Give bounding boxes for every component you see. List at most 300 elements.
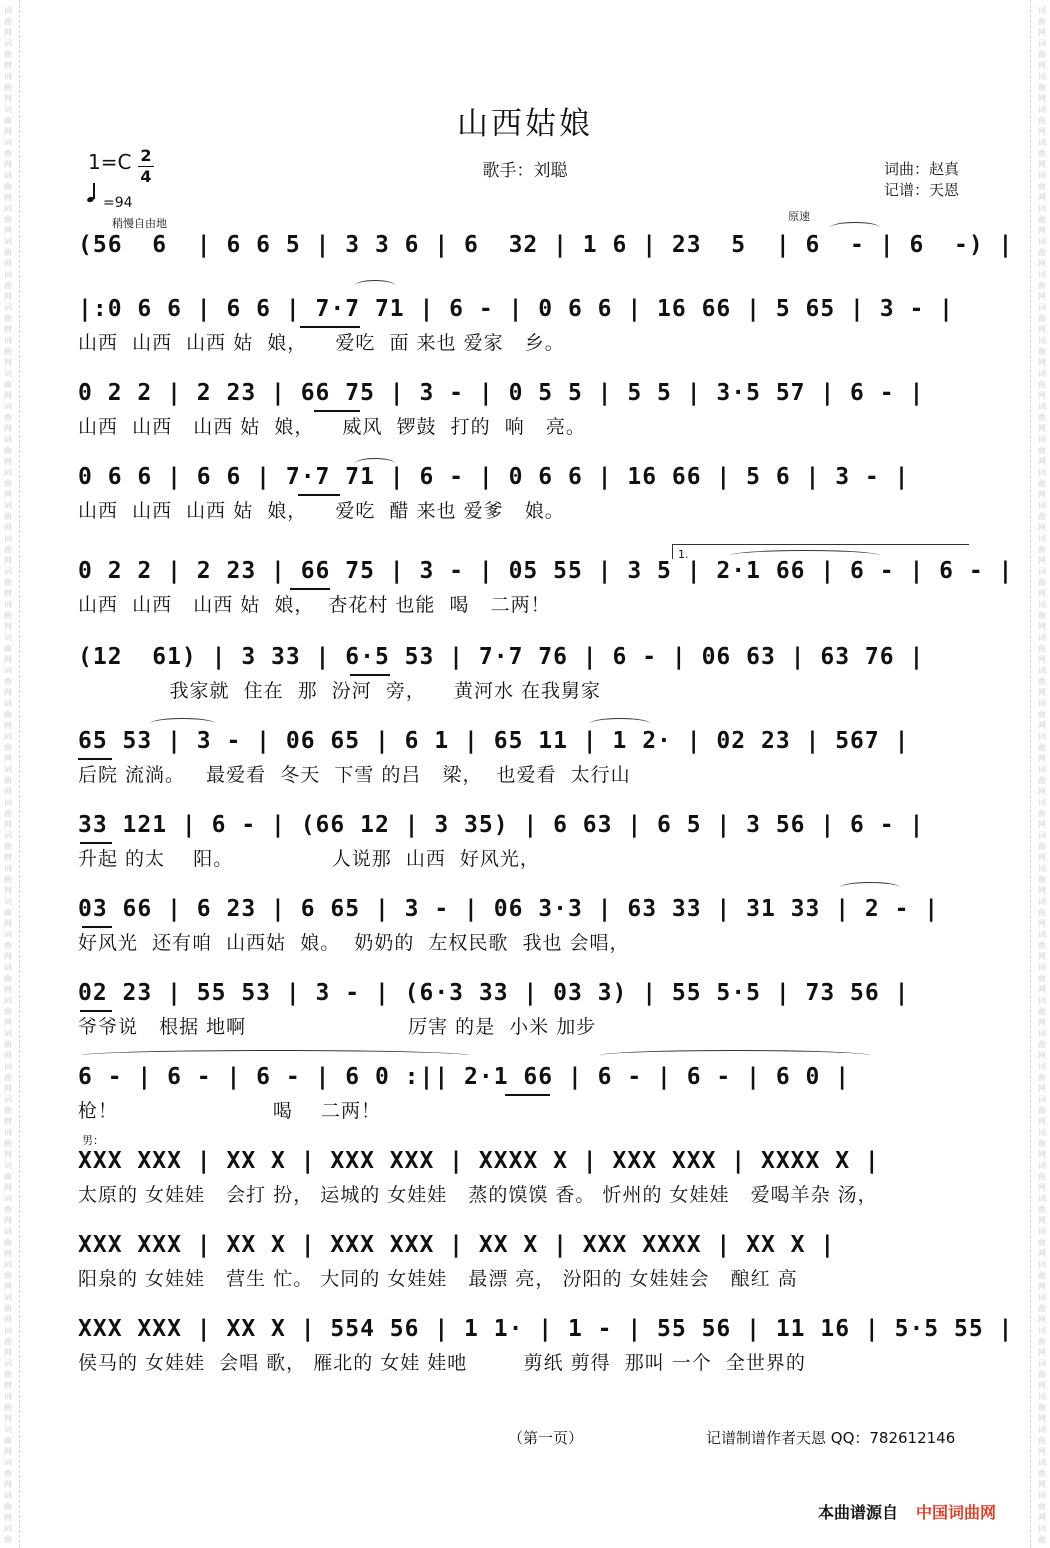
watermark-glyph: 曲 (1038, 446, 1046, 455)
watermark-glyph: 曲 (1038, 314, 1046, 323)
watermark-glyph: 词 (1038, 336, 1046, 345)
watermark-glyph: 网 (1038, 1414, 1046, 1423)
pace-change: 原速 (788, 210, 810, 223)
watermark-glyph: 词 (1038, 963, 1046, 972)
watermark-glyph: 曲 (1038, 1073, 1046, 1082)
watermark-glyph: 网 (4, 1150, 12, 1159)
right-watermark-strip (1036, 0, 1048, 1548)
watermark-glyph: 曲 (1038, 1403, 1046, 1412)
watermark-glyph: 网 (4, 1018, 12, 1027)
watermark-glyph: 网 (4, 226, 12, 235)
watermark-glyph: 词 (1038, 765, 1046, 774)
lyric-row: 好风光 还有咱 山西姑 娘。 奶奶的 左权民歌 我也 会唱， (78, 932, 630, 954)
lyric-row: 山西 山西 山西 姑 娘， 杏花村 也能 喝 二两！ (78, 594, 551, 616)
watermark-glyph: 词 (1038, 1194, 1046, 1203)
watermark-glyph: 词 (4, 1062, 12, 1071)
watermark-glyph: 网 (4, 1348, 12, 1357)
watermark-glyph: 词 (4, 6, 12, 15)
watermark-glyph: 曲 (1038, 677, 1046, 686)
watermark-glyph: 网 (1038, 160, 1046, 169)
watermark-glyph: 曲 (1038, 842, 1046, 851)
watermark-glyph: 网 (4, 1315, 12, 1324)
watermark-glyph: 词 (1038, 204, 1046, 213)
watermark-glyph: 词 (4, 171, 12, 180)
watermark-glyph: 网 (1038, 853, 1046, 862)
watermark-glyph: 词 (4, 1128, 12, 1137)
watermark-glyph: 曲 (1038, 347, 1046, 356)
watermark-glyph: 词 (1038, 864, 1046, 873)
watermark-glyph: 曲 (1038, 1040, 1046, 1049)
lyricist-credit: 词曲：赵真 (884, 160, 960, 178)
tie-arc (80, 1050, 470, 1061)
watermark-glyph: 词 (4, 633, 12, 642)
beam-line (290, 588, 330, 590)
watermark-glyph: 网 (1038, 985, 1046, 994)
watermark-glyph: 词 (4, 1194, 12, 1203)
watermark-glyph: 网 (1038, 655, 1046, 664)
lyric-row: 太原的 女娃娃 会打 扮， 运城的 女娃娃 蒸的馍馍 香。 忻州的 女娃娃 爱喝羊杂 汤， (78, 1184, 878, 1206)
watermark-glyph: 曲 (4, 908, 12, 917)
watermark-glyph: 网 (4, 820, 12, 829)
watermark-glyph: 网 (4, 622, 12, 631)
watermark-glyph: 曲 (1038, 1502, 1046, 1511)
watermark-glyph: 词 (4, 369, 12, 378)
watermark-glyph: 网 (4, 1414, 12, 1423)
watermark-glyph: 网 (1038, 589, 1046, 598)
watermark-glyph: 网 (1038, 325, 1046, 334)
watermark-glyph: 词 (1038, 567, 1046, 576)
watermark-glyph: 曲 (1038, 1271, 1046, 1280)
watermark-glyph: 词 (1038, 468, 1046, 477)
notation-text: 6 - | 6 - | 6 - | 6 0 :|| 2·1 66 | 6 - | 6 - | 6 0 | (78, 1064, 851, 1090)
watermark-glyph: 曲 (1038, 1436, 1046, 1445)
watermark-glyph: 网 (1038, 226, 1046, 235)
watermark-glyph: 词 (1038, 369, 1046, 378)
watermark-glyph: 词 (1038, 303, 1046, 312)
watermark-glyph: 曲 (4, 809, 12, 818)
watermark-glyph: 词 (1038, 1359, 1046, 1368)
watermark-glyph: 词 (1038, 1458, 1046, 1467)
watermark-glyph: 网 (1038, 622, 1046, 631)
tie-arc (600, 1050, 870, 1061)
time-denominator: 4 (140, 167, 152, 186)
watermark-glyph: 词 (4, 798, 12, 807)
watermark-glyph: 曲 (1038, 248, 1046, 257)
watermark-glyph: 词 (4, 864, 12, 873)
watermark-glyph: 曲 (4, 1370, 12, 1379)
watermark-glyph: 词 (4, 39, 12, 48)
watermark-glyph: 曲 (4, 611, 12, 620)
watermark-glyph: 词 (1038, 1491, 1046, 1500)
watermark-glyph: 曲 (4, 149, 12, 158)
watermark-glyph: 网 (1038, 1249, 1046, 1258)
tie-arc (590, 718, 650, 729)
tie-arc (150, 718, 215, 729)
watermark-glyph: 曲 (1038, 908, 1046, 917)
watermark-glyph: 曲 (4, 1238, 12, 1247)
watermark-glyph: 曲 (4, 1535, 12, 1544)
watermark-glyph: 词 (4, 732, 12, 741)
watermark-glyph: 词 (1038, 1293, 1046, 1302)
watermark-glyph: 词 (4, 1326, 12, 1335)
watermark-glyph: 曲 (1038, 17, 1046, 26)
watermark-glyph: 网 (1038, 1282, 1046, 1291)
watermark-glyph: 曲 (4, 1403, 12, 1412)
watermark-glyph: 曲 (4, 710, 12, 719)
beam-line (80, 842, 112, 844)
watermark-glyph: 网 (4, 490, 12, 499)
watermark-glyph: 网 (1038, 1084, 1046, 1093)
watermark-glyph: 曲 (4, 347, 12, 356)
watermark-glyph: 词 (1038, 600, 1046, 609)
watermark-glyph: 词 (1038, 105, 1046, 114)
watermark-glyph: 网 (4, 886, 12, 895)
watermark-glyph: 词 (4, 1161, 12, 1170)
watermark-glyph: 词 (1038, 897, 1046, 906)
source-text: 本曲谱源自 (818, 1503, 899, 1522)
notation-text: 33 121 | 6 - | (66 12 | 3 35) | 6 63 | 6 5 | 3 56 | 6 - | (78, 812, 925, 838)
notation-text: 65 53 | 3 - | 06 65 | 6 1 | 65 11 | 1 2· | 02 23 | 567 | (78, 728, 910, 754)
watermark-glyph: 网 (1038, 820, 1046, 829)
watermark-glyph: 词 (4, 1458, 12, 1467)
watermark-glyph: 词 (4, 501, 12, 510)
watermark-glyph: 曲 (4, 1502, 12, 1511)
watermark-glyph: 曲 (1038, 1337, 1046, 1346)
watermark-glyph: 词 (4, 765, 12, 774)
watermark-glyph: 词 (1038, 39, 1046, 48)
watermark-glyph: 词 (4, 567, 12, 576)
watermark-glyph: 网 (1038, 259, 1046, 268)
watermark-glyph: 网 (1038, 1183, 1046, 1192)
beam-line (80, 1010, 112, 1012)
watermark-glyph: 曲 (1038, 1007, 1046, 1016)
watermark-glyph: 网 (4, 1513, 12, 1522)
watermark-glyph: 网 (1038, 424, 1046, 433)
watermark-glyph: 曲 (4, 875, 12, 884)
tempo-hint: 稍慢自由地 (112, 217, 167, 230)
lyric-row: 升起 的太 阳。 人说那 山西 好风光， (78, 848, 540, 870)
watermark-glyph: 网 (1038, 28, 1046, 37)
lyric-row: 侯马的 女娃娃 会唱 歌， 雁北的 女娃 娃吔 剪纸 剪得 那叫 一个 全世界的 (78, 1352, 806, 1374)
watermark-glyph: 曲 (1038, 182, 1046, 191)
watermark-glyph: 网 (4, 424, 12, 433)
watermark-glyph: 词 (1038, 732, 1046, 741)
watermark-glyph: 网 (1038, 457, 1046, 466)
watermark-glyph: 曲 (4, 248, 12, 257)
watermark-glyph: 曲 (4, 413, 12, 422)
watermark-glyph: 曲 (4, 182, 12, 191)
watermark-glyph: 词 (1038, 1161, 1046, 1170)
watermark-glyph: 词 (4, 1524, 12, 1533)
watermark-glyph: 网 (1038, 523, 1046, 532)
watermark-glyph: 网 (1038, 127, 1046, 136)
watermark-glyph: 曲 (4, 1469, 12, 1478)
watermark-glyph: 词 (4, 1260, 12, 1269)
watermark-glyph: 网 (1038, 688, 1046, 697)
watermark-glyph: 词 (1038, 1326, 1046, 1335)
watermark-glyph: 网 (1038, 391, 1046, 400)
quarter-note-stem (93, 183, 95, 199)
watermark-glyph: 曲 (1038, 578, 1046, 587)
watermark-glyph: 曲 (1038, 1205, 1046, 1214)
watermark-glyph: 网 (4, 127, 12, 136)
watermark-glyph: 网 (4, 1051, 12, 1060)
lyric-row: 后院 流淌。 最爱看 冬天 下雪 的吕 梁， 也爱看 太行山 (78, 764, 631, 786)
watermark-glyph: 曲 (1038, 1304, 1046, 1313)
watermark-glyph: 曲 (4, 1139, 12, 1148)
watermark-glyph: 曲 (1038, 479, 1046, 488)
watermark-glyph: 词 (4, 270, 12, 279)
watermark-glyph: 网 (1038, 919, 1046, 928)
beam-line (314, 410, 360, 412)
watermark-glyph: 网 (1038, 1150, 1046, 1159)
watermark-glyph: 词 (4, 1029, 12, 1038)
watermark-glyph: 词 (4, 1425, 12, 1434)
watermark-glyph: 词 (1038, 798, 1046, 807)
lyric-row: 山西 山西 山西 姑 娘， 威风 锣鼓 打的 响 亮。 (78, 416, 586, 438)
watermark-glyph: 词 (1038, 633, 1046, 642)
watermark-glyph: 词 (1038, 1095, 1046, 1104)
watermark-glyph: 网 (4, 61, 12, 70)
watermark-glyph: 曲 (1038, 1139, 1046, 1148)
watermark-glyph: 曲 (4, 842, 12, 851)
watermark-glyph: 词 (1038, 1227, 1046, 1236)
watermark-glyph: 词 (1038, 501, 1046, 510)
watermark-glyph: 曲 (1038, 875, 1046, 884)
watermark-glyph: 网 (1038, 358, 1046, 367)
watermark-glyph: 网 (4, 853, 12, 862)
watermark-glyph: 网 (4, 325, 12, 334)
watermark-glyph: 词 (1038, 1260, 1046, 1269)
watermark-glyph: 词 (4, 831, 12, 840)
watermark-glyph: 网 (4, 1480, 12, 1489)
watermark-glyph: 曲 (1038, 545, 1046, 554)
watermark-glyph: 曲 (4, 1106, 12, 1115)
watermark-glyph: 曲 (4, 1304, 12, 1313)
watermark-glyph: 词 (4, 435, 12, 444)
watermark-glyph: 网 (1038, 754, 1046, 763)
watermark-glyph: 词 (1038, 72, 1046, 81)
watermark-glyph: 曲 (4, 578, 12, 587)
watermark-glyph: 词 (4, 1359, 12, 1368)
watermark-glyph: 词 (1038, 237, 1046, 246)
watermark-glyph: 曲 (4, 116, 12, 125)
watermark-glyph: 网 (1038, 1051, 1046, 1060)
watermark-glyph: 词 (1038, 138, 1046, 147)
watermark-glyph: 网 (4, 1249, 12, 1258)
watermark-glyph: 词 (4, 72, 12, 81)
watermark-glyph: 曲 (1038, 743, 1046, 752)
notation-text: XXX XXX | XX X | 554 56 | 1 1· | 1 - | 55 56 | 11 16 | 5·5 55 | (78, 1316, 1014, 1342)
watermark-glyph: 曲 (1038, 776, 1046, 785)
notation-text: (12 61) | 3 33 | 6·5 53 | 7·7 76 | 6 - | 06 63 | 63 76 | (78, 644, 925, 670)
watermark-glyph: 曲 (1038, 1172, 1046, 1181)
watermark-glyph: 词 (4, 468, 12, 477)
watermark-glyph: 词 (1038, 831, 1046, 840)
watermark-glyph: 曲 (1038, 413, 1046, 422)
watermark-glyph: 网 (4, 292, 12, 301)
watermark-glyph: 词 (4, 204, 12, 213)
male-label: 男： (82, 1134, 104, 1147)
watermark-glyph: 曲 (1038, 83, 1046, 92)
watermark-glyph: 曲 (1038, 512, 1046, 521)
watermark-glyph: 网 (4, 655, 12, 664)
watermark-glyph: 网 (4, 1117, 12, 1126)
watermark-glyph: 曲 (1038, 809, 1046, 818)
watermark-glyph: 词 (1038, 1392, 1046, 1401)
notation-text: XXX XXX | XX X | XXX XXX | XX X | XXX XXXX | XX X | (78, 1232, 836, 1258)
watermark-glyph: 网 (4, 754, 12, 763)
watermark-glyph: 网 (1038, 721, 1046, 730)
watermark-glyph: 网 (4, 523, 12, 532)
watermark-glyph: 曲 (4, 215, 12, 224)
beam-line (314, 326, 360, 328)
watermark-glyph: 网 (4, 589, 12, 598)
watermark-glyph: 词 (4, 1293, 12, 1302)
tie-arc (730, 550, 880, 561)
watermark-glyph: 曲 (4, 512, 12, 521)
watermark-glyph: 词 (4, 897, 12, 906)
tie-arc (830, 222, 880, 233)
watermark-glyph: 词 (4, 1491, 12, 1500)
volta-label: 1. (678, 548, 689, 561)
watermark-glyph: 词 (4, 666, 12, 675)
watermark-glyph: 网 (1038, 1513, 1046, 1522)
watermark-glyph: 曲 (1038, 380, 1046, 389)
watermark-glyph: 曲 (4, 677, 12, 686)
watermark-glyph: 曲 (1038, 281, 1046, 290)
watermark-glyph: 网 (4, 457, 12, 466)
watermark-glyph: 网 (4, 358, 12, 367)
watermark-glyph: 词 (1038, 1425, 1046, 1434)
watermark-glyph: 词 (1038, 699, 1046, 708)
watermark-glyph: 曲 (1038, 710, 1046, 719)
watermark-glyph: 网 (1038, 1117, 1046, 1126)
watermark-glyph: 网 (1038, 1315, 1046, 1324)
watermark-glyph: 曲 (4, 1271, 12, 1280)
watermark-glyph: 曲 (1038, 1535, 1046, 1544)
watermark-glyph: 词 (1038, 270, 1046, 279)
notation-text: 0 2 2 | 2 23 | 66 75 | 3 - | 05 55 | 3 5 | 2·1 66 | 6 - | 6 - | (78, 558, 1014, 584)
watermark-glyph: 网 (4, 952, 12, 961)
watermark-glyph: 词 (4, 138, 12, 147)
watermark-glyph: 曲 (1038, 1370, 1046, 1379)
watermark-glyph: 网 (1038, 1216, 1046, 1225)
watermark-glyph: 词 (1038, 1029, 1046, 1038)
watermark-glyph: 词 (1038, 930, 1046, 939)
watermark-glyph: 曲 (1038, 215, 1046, 224)
watermark-glyph: 网 (1038, 1480, 1046, 1489)
watermark-glyph: 网 (4, 787, 12, 796)
watermark-glyph: 曲 (4, 314, 12, 323)
lyric-row: 山西 山西 山西 姑 娘， 爱吃 面 来也 爱家 乡。 (78, 332, 565, 354)
key-signature: 1=C (88, 150, 132, 174)
watermark-glyph: 网 (1038, 886, 1046, 895)
song-title: 山西姑娘 (457, 106, 593, 142)
watermark-glyph: 网 (4, 94, 12, 103)
watermark-glyph: 网 (4, 391, 12, 400)
watermark-glyph: 词 (4, 237, 12, 246)
watermark-glyph: 词 (4, 996, 12, 1005)
watermark-glyph: 曲 (4, 1172, 12, 1181)
maker-credit: 记谱制谱作者天恩 QQ：782612146 (706, 1429, 956, 1447)
watermark-glyph: 词 (4, 534, 12, 543)
watermark-glyph: 词 (4, 1095, 12, 1104)
notation-text: 0 6 6 | 6 6 | 7·7 71 | 6 - | 0 6 6 | 16 66 | 5 6 | 3 - | (78, 464, 910, 490)
source-brand: 中国词曲网 (916, 1503, 997, 1522)
watermark-glyph: 网 (1038, 952, 1046, 961)
left-watermark-strip (2, 0, 14, 1548)
beam-line (78, 758, 112, 760)
watermark-glyph: 曲 (4, 974, 12, 983)
watermark-glyph: 曲 (4, 941, 12, 950)
watermark-glyph: 曲 (1038, 1469, 1046, 1478)
source-credit (818, 1500, 996, 1523)
watermark-glyph: 曲 (1038, 941, 1046, 950)
beam-line (505, 1094, 550, 1096)
tie-arc (840, 882, 900, 893)
watermark-glyph: 词 (4, 930, 12, 939)
watermark-glyph: 词 (1038, 435, 1046, 444)
watermark-glyph: 词 (1038, 1128, 1046, 1137)
watermark-glyph: 词 (1038, 996, 1046, 1005)
beam-line (350, 674, 390, 676)
watermark-glyph: 词 (4, 336, 12, 345)
watermark-glyph: 词 (4, 1227, 12, 1236)
watermark-glyph: 网 (1038, 292, 1046, 301)
watermark-glyph: 词 (4, 303, 12, 312)
watermark-glyph: 曲 (4, 743, 12, 752)
watermark-glyph: 网 (4, 985, 12, 994)
watermark-glyph: 网 (4, 556, 12, 565)
watermark-glyph: 网 (1038, 1348, 1046, 1357)
watermark-glyph: 网 (4, 28, 12, 37)
watermark-glyph: 词 (1038, 6, 1046, 15)
watermark-glyph: 曲 (4, 545, 12, 554)
watermark-glyph: 网 (1038, 1018, 1046, 1027)
watermark-glyph: 曲 (4, 1436, 12, 1445)
watermark-glyph: 网 (4, 259, 12, 268)
watermark-glyph: 网 (1038, 61, 1046, 70)
watermark-glyph: 曲 (1038, 974, 1046, 983)
lyric-row: 阳泉的 女娃娃 营生 忙。 大同的 女娃娃 最漂 亮， 汾阳的 女娃娃会 酿红 高 (78, 1268, 798, 1290)
notation-text: |:0 6 6 | 6 6 | 7·7 71 | 6 - | 0 6 6 | 16 66 | 5 65 | 3 - | (78, 296, 954, 322)
notation-text: 0 2 2 | 2 23 | 66 75 | 3 - | 0 5 5 | 5 5 | 3·5 57 | 6 - | (78, 380, 925, 406)
watermark-glyph: 网 (4, 160, 12, 169)
watermark-glyph: 曲 (1038, 611, 1046, 620)
watermark-glyph: 曲 (1038, 1106, 1046, 1115)
watermark-glyph: 网 (1038, 556, 1046, 565)
watermark-glyph: 词 (1038, 534, 1046, 543)
watermark-glyph: 曲 (4, 50, 12, 59)
watermark-glyph: 网 (1038, 193, 1046, 202)
notation-text: 03 66 | 6 23 | 6 65 | 3 - | 06 3·3 | 63 33 | 31 33 | 2 - | (78, 896, 940, 922)
watermark-glyph: 曲 (4, 1040, 12, 1049)
watermark-glyph: 网 (4, 1447, 12, 1456)
tie-arc (355, 458, 395, 469)
watermark-glyph: 词 (4, 402, 12, 411)
watermark-glyph: 词 (1038, 1062, 1046, 1071)
watermark-glyph: 曲 (4, 446, 12, 455)
watermark-glyph: 曲 (4, 644, 12, 653)
time-numerator: 2 (138, 146, 154, 167)
watermark-glyph: 词 (4, 963, 12, 972)
tie-arc (355, 280, 395, 291)
tempo-mark: =94 (103, 195, 133, 211)
watermark-glyph: 词 (1038, 1524, 1046, 1533)
watermark-glyph: 网 (4, 1381, 12, 1390)
transcriber-credit: 记谱：天恩 (884, 181, 960, 199)
